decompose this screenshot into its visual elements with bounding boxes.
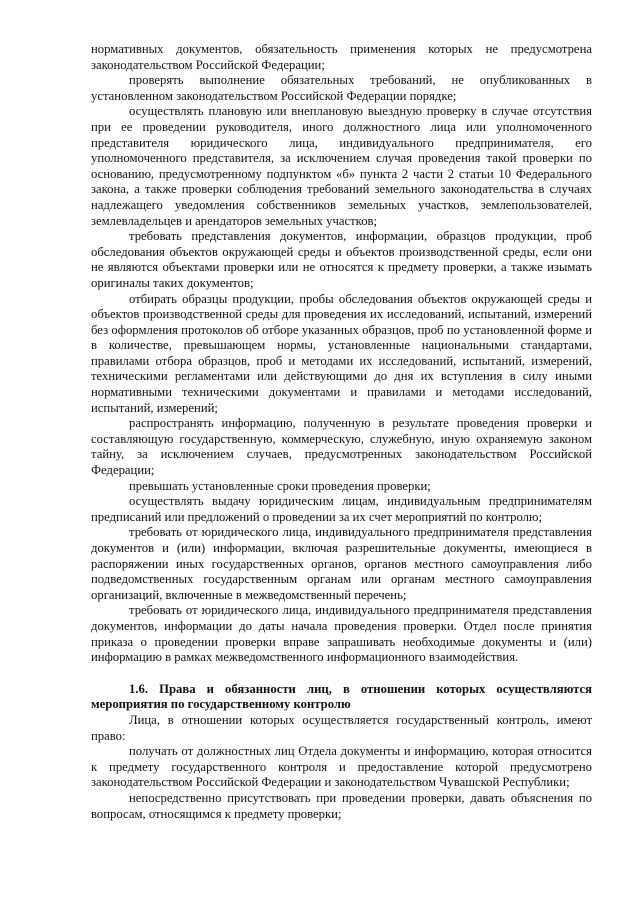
paragraph-6: распространять информацию, полученную в результате проведения проверки и составляющую государственную, коммерческую, служебную, иную охраняемую законом тайну, за исключением случаев, предусмотренных законодательством Российской Федерации; [91, 416, 592, 478]
paragraph-7: превышать установленные сроки проведения проверки; [129, 478, 431, 493]
paragraph-1: нормативных документов, обязательность применения которых не предусмотрена законодательством Российской Федерации; [91, 42, 592, 72]
paragraph-8: осуществлять выдачу юридическим лицам, индивидуальным предпринимателям предписаний или предложений о проведении за их счет мероприятий по контролю; [91, 494, 592, 524]
paragraph-2: проверять выполнение обязательных требований, не опубликованных в установленном законодательством Российской Федерации порядке; [91, 73, 592, 103]
document-page [91, 42, 592, 822]
section-paragraph-3: непосредственно присутствовать при проведении проверки, давать объяснения по вопросам, относящимся к предмету проверки; [91, 790, 592, 821]
paragraph-10: требовать от юридического лица, индивидуального предпринимателя представления документов, информации до даты начала проведения проверки. Отдел после принятия приказа о проведении проверки вправе запрашивать необходимые документы и (или) информацию в рамках межведомственного информационного взаимодействия. [91, 603, 592, 665]
section-heading: 1.6. Права и обязанности лиц, в отношении которых осуществляются мероприятия по государственному контролю [91, 681, 592, 712]
paragraph-3: осуществлять плановую или внеплановую выездную проверку в случае отсутствия при ее проведении руководителя, иного должностного лица или уполномоченного представителя юридического лица, индивидуального предпринимателя, его уполномоченного представителя, за исключением случая проведения такой проверки по основанию, предусмотренному подпунктом «б» пункта 2 части 2 статьи 10 Федерального закона, а также проверки соблюдения требований земельного законодательства в случаях надлежащего уведомления собственников земельных участков, землепользователей, землевладельцев и арендаторов земельных участков; [91, 104, 592, 228]
paragraph-9: требовать от юридического лица, индивидуального предпринимателя представления документов и (или) информации, включая разрешительные документы, имеющиеся в распоряжении иных государственных органов, органов местного самоуправления либо подведомственных государственным органам или органам местного самоуправления организаций, включенные в межведомственный перечень; [91, 525, 592, 602]
paragraph-5: отбирать образцы продукции, пробы обследования объектов окружающей среды и объектов производственной среды для проведения их исследований, испытаний, измерений без оформления протоколов об отборе указанных образцов, проб по установленной форме и в количестве, превышающем нормы, установленные национальными стандартами, правилами отбора образцов, проб и методами их исследований, испытаний, измерений, техническими регламентами или действующими до дня их вступления в силу иными нормативными техническими документами и правилами и методами исследований, испытаний, измерений; [91, 291, 592, 415]
paragraph-4: требовать представления документов, информации, образцов продукции, проб обследования объектов окружающей среды и объектов производственной среды, если они не являются объектами проверки или не относятся к предмету проверки, а также изымать оригиналы таких документов; [91, 229, 592, 290]
section-paragraph-2: получать от должностных лиц Отдела документы и информацию, которая относится к предмету государственного контроля и предоставление которой предусмотрено законодательством Российской Федерации и законодательством Чувашской Республики; [91, 744, 592, 790]
section-paragraph-1: Лица, в отношении которых осуществляется государственный контроль, имеют право: [91, 712, 592, 743]
